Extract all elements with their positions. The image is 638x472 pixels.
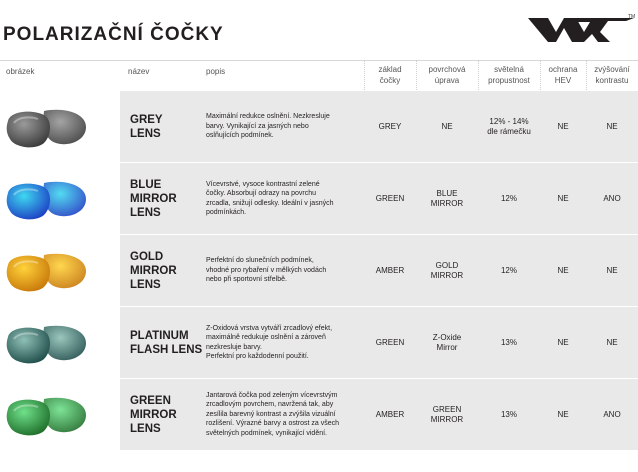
lens-name-line: MIRROR [130, 408, 177, 421]
contrast-cell: NE [606, 265, 618, 275]
hev-cell: NE [557, 193, 569, 203]
description-line: Perfektní pro každodenní použití. [206, 353, 309, 360]
lens-name-line: LENS [130, 278, 161, 291]
lens-name-line: MIRROR [130, 264, 177, 277]
lens-description [206, 256, 356, 285]
description-line: maximálně redukuje oslnění a zároveň [206, 334, 326, 341]
transmission-cell-line: 12% - 14% [489, 116, 529, 126]
page-title: POLARIZAČNÍ ČOČKY [3, 24, 224, 45]
lens-description [206, 112, 356, 141]
lens-name-line: GREY [130, 113, 163, 126]
table-row [0, 379, 638, 450]
coating-cell-line: MIRROR [430, 414, 464, 424]
description-line: zrcadla, snižují odlesky. Ideální v jasných [206, 199, 334, 207]
contrast-cell: ANO [603, 193, 621, 203]
contrast-cell: NE [606, 121, 618, 131]
transmission-cell [478, 117, 540, 137]
coating-cell-line: Z-Oxide [432, 332, 462, 342]
description-line: zesílila barevný kontrast a zvýšila vizuální [206, 410, 336, 418]
base-lens-cell-line: AMBER [375, 409, 405, 419]
transmission-cell-line: 12% [500, 265, 517, 275]
contrast-cell: ANO [603, 409, 621, 419]
coating-cell [416, 189, 478, 209]
base-lens-cell-line: AMBER [375, 265, 405, 275]
header-name: název [128, 67, 150, 76]
base-lens-cell [364, 194, 416, 204]
wiley-x-logo [526, 12, 636, 48]
coating-cell-line: GREEN [432, 404, 462, 414]
description-line: nebo při sportovní střelbě. [206, 276, 287, 284]
lens-name-line: LENS [130, 206, 161, 219]
description-line: světelných podmínek, vynikající vidění. [206, 429, 328, 437]
transmission-cell [478, 338, 540, 348]
table-row [0, 235, 638, 306]
header-divider [0, 60, 638, 61]
header-transmission: světelná propustnost [488, 65, 530, 85]
base-lens-cell-line: GREY [378, 121, 402, 131]
header-description: popis [206, 67, 226, 76]
hev-cell: NE [557, 337, 569, 347]
coating-cell-line: GOLD [435, 260, 459, 270]
coating-cell [416, 405, 478, 425]
transmission-cell [478, 194, 540, 204]
lens-name-line: LENS [130, 422, 161, 435]
description-line: barvy. Vynikající za jasných nebo [206, 122, 309, 130]
lens-name [130, 113, 163, 141]
table-row [0, 307, 638, 378]
description-line: nezkresluje barvy. [206, 343, 262, 351]
description-line: oslňujících podmínek. [206, 132, 274, 140]
table-row [0, 91, 638, 162]
hev-cell: NE [557, 409, 569, 419]
description-line: Jantarová čočka pod zeleným vícevrstvým [206, 391, 338, 399]
transmission-cell [478, 266, 540, 276]
base-lens-cell [364, 338, 416, 348]
description-line: Perfektní do slunečních podmínek, [206, 257, 314, 265]
lens-image [4, 177, 88, 223]
base-lens-cell [364, 122, 416, 132]
description-line: podmínkách. [206, 209, 247, 216]
description-line: zrcadlovým povrchem, navržená tak, aby [206, 401, 334, 409]
lens-image [4, 321, 88, 367]
lens-name [130, 250, 177, 292]
lens-image [4, 393, 88, 439]
lens-name-line: MIRROR [130, 192, 177, 205]
header-base-lens: základ čočky [378, 65, 402, 85]
description-line: Vícevrstvé, vysoce kontrastní zelené [206, 180, 320, 188]
lens-name-line: FLASH LENS [130, 343, 203, 356]
description-line: rozlišení. Výrazné barvy a ostrost za všech [206, 420, 340, 428]
base-lens-cell [364, 266, 416, 276]
coating-cell-line: Mirror [436, 342, 458, 352]
hev-cell: NE [557, 265, 569, 275]
lens-image [4, 105, 88, 151]
coating-cell-line: BLUE [436, 188, 458, 198]
base-lens-cell-line: GREEN [375, 193, 405, 203]
coating-cell [416, 261, 478, 281]
hev-cell: NE [557, 121, 569, 131]
transmission-cell-line: 12% [500, 193, 517, 203]
lens-name-line: PLATINUM [130, 329, 189, 342]
transmission-cell-line: 13% [500, 337, 517, 347]
lens-image [4, 249, 88, 295]
lens-description [206, 180, 356, 218]
base-lens-cell [364, 410, 416, 420]
header-image: obrázek [6, 67, 35, 76]
lens-name [130, 178, 177, 220]
trademark-mark: TM [628, 14, 636, 20]
coating-cell-line: MIRROR [430, 198, 464, 208]
lens-name-line: BLUE [130, 178, 162, 191]
transmission-cell-line: 13% [500, 409, 517, 419]
lens-description [206, 391, 356, 439]
description-line: čočky. Absorbují odrazy na povrchu [206, 190, 316, 197]
description-line: vhodné pro rybaření v mělkých vodách [206, 266, 327, 274]
header-contrast: zvýšování kontrastu [594, 65, 630, 85]
description-line: Z-Oxidová vrstva vytváří zrcadlový efekt, [206, 324, 333, 332]
contrast-cell: NE [606, 337, 618, 347]
base-lens-cell-line: GREEN [375, 337, 405, 347]
header-hev: ochrana HEV [548, 65, 578, 85]
header-coating: povrchová úprava [428, 65, 466, 85]
lens-name-line: GREEN [130, 394, 171, 407]
lens-name [130, 394, 177, 436]
transmission-cell [478, 410, 540, 420]
lens-description [206, 324, 356, 362]
table-row [0, 163, 638, 234]
coating-cell [416, 333, 478, 353]
coating-cell [416, 122, 478, 132]
coating-cell-line: NE [441, 121, 453, 131]
lens-name-line: GOLD [130, 250, 164, 263]
description-line: Maximální redukce oslnění. Nezkresluje [206, 113, 330, 121]
lens-name-line: LENS [130, 127, 161, 140]
lens-name [130, 329, 202, 357]
transmission-cell-line: dle rámečku [487, 126, 531, 136]
coating-cell-line: MIRROR [430, 270, 464, 280]
